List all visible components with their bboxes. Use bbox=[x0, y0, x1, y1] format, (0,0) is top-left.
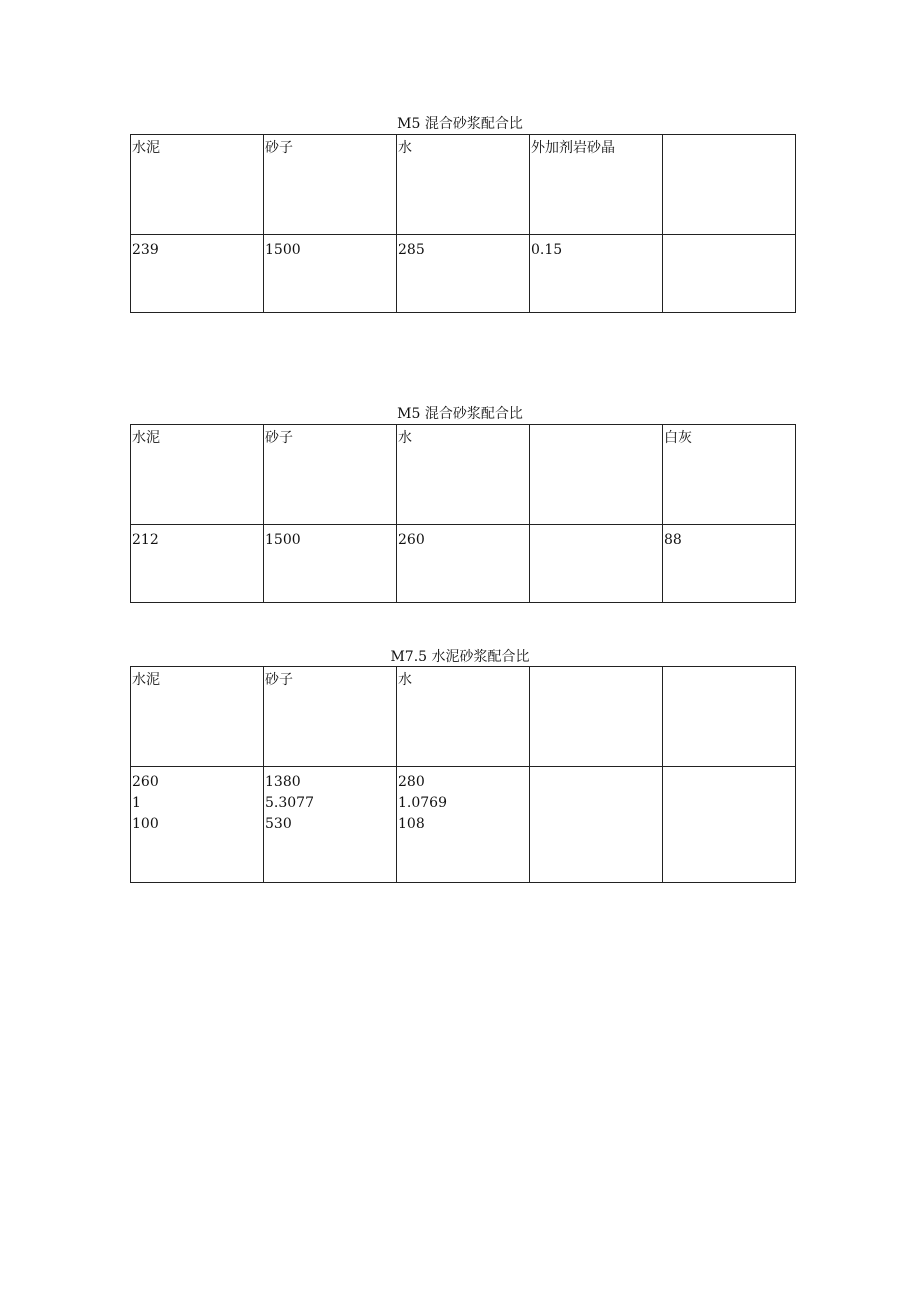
header-lime: 白灰 bbox=[664, 430, 692, 446]
data-cell bbox=[663, 235, 796, 313]
data-cell bbox=[530, 525, 663, 603]
header-cell bbox=[530, 667, 663, 767]
mix-ratio-table bbox=[130, 134, 796, 313]
cell-value: 1.0769 bbox=[398, 795, 447, 811]
header-cement: 水泥 bbox=[132, 430, 160, 446]
header-cell bbox=[264, 667, 397, 767]
header-cell bbox=[131, 667, 264, 767]
cell-value: 239 bbox=[132, 242, 159, 258]
data-cell bbox=[264, 525, 397, 603]
data-cell bbox=[397, 525, 530, 603]
header-cell bbox=[264, 425, 397, 525]
cell-value: 260 bbox=[132, 774, 159, 790]
cell-value: 280 bbox=[398, 774, 425, 790]
header-cell bbox=[530, 135, 663, 235]
table-caption: M7.5 水泥砂浆配合比 bbox=[390, 649, 530, 665]
header-sand: 砂子 bbox=[265, 140, 293, 156]
mix-ratio-table bbox=[130, 666, 796, 883]
header-sand: 砂子 bbox=[265, 672, 293, 688]
cell-value: 285 bbox=[398, 242, 425, 258]
table-header-row bbox=[131, 425, 796, 525]
table-row bbox=[131, 525, 796, 603]
cell-value: 530 bbox=[265, 816, 292, 832]
cell-value: 1500 bbox=[265, 532, 301, 548]
header-cell bbox=[663, 667, 796, 767]
header-cement: 水泥 bbox=[132, 140, 160, 156]
cell-value: 108 bbox=[398, 816, 425, 832]
data-cell bbox=[397, 235, 530, 313]
cell-value: 1380 bbox=[265, 774, 301, 790]
data-cell bbox=[663, 525, 796, 603]
mix-ratio-table bbox=[130, 424, 796, 603]
header-cell bbox=[397, 425, 530, 525]
table-caption: M5 混合砂浆配合比 bbox=[397, 116, 523, 132]
data-cell bbox=[131, 235, 264, 313]
data-cell bbox=[397, 767, 530, 883]
data-cell bbox=[264, 767, 397, 883]
header-water: 水 bbox=[398, 672, 412, 688]
cell-value: 1 bbox=[132, 795, 141, 811]
data-cell bbox=[663, 767, 796, 883]
data-cell bbox=[264, 235, 397, 313]
header-cell bbox=[131, 425, 264, 525]
cell-value: 88 bbox=[664, 532, 682, 548]
data-cell bbox=[131, 767, 264, 883]
cell-value: 100 bbox=[132, 816, 159, 832]
header-cell bbox=[264, 135, 397, 235]
header-water: 水 bbox=[398, 140, 412, 156]
data-cell bbox=[131, 525, 264, 603]
cell-value: 212 bbox=[132, 532, 159, 548]
header-cell bbox=[397, 667, 530, 767]
data-cell bbox=[530, 235, 663, 313]
header-cell bbox=[397, 135, 530, 235]
cell-value: 0.15 bbox=[531, 242, 563, 258]
header-cement: 水泥 bbox=[132, 672, 160, 688]
header-cell bbox=[530, 425, 663, 525]
data-cell bbox=[530, 767, 663, 883]
header-cell bbox=[663, 425, 796, 525]
table-header-row bbox=[131, 667, 796, 767]
cell-value: 1500 bbox=[265, 242, 301, 258]
header-cell bbox=[131, 135, 264, 235]
header-sand: 砂子 bbox=[265, 430, 293, 446]
cell-value: 5.3077 bbox=[265, 795, 314, 811]
header-water: 水 bbox=[398, 430, 412, 446]
table-caption: M5 混合砂浆配合比 bbox=[397, 406, 523, 422]
table-header-row bbox=[131, 135, 796, 235]
header-additive: 外加剂岩砂晶 bbox=[531, 140, 615, 156]
table-row bbox=[131, 767, 796, 883]
header-cell bbox=[663, 135, 796, 235]
table-row bbox=[131, 235, 796, 313]
cell-value: 260 bbox=[398, 532, 425, 548]
